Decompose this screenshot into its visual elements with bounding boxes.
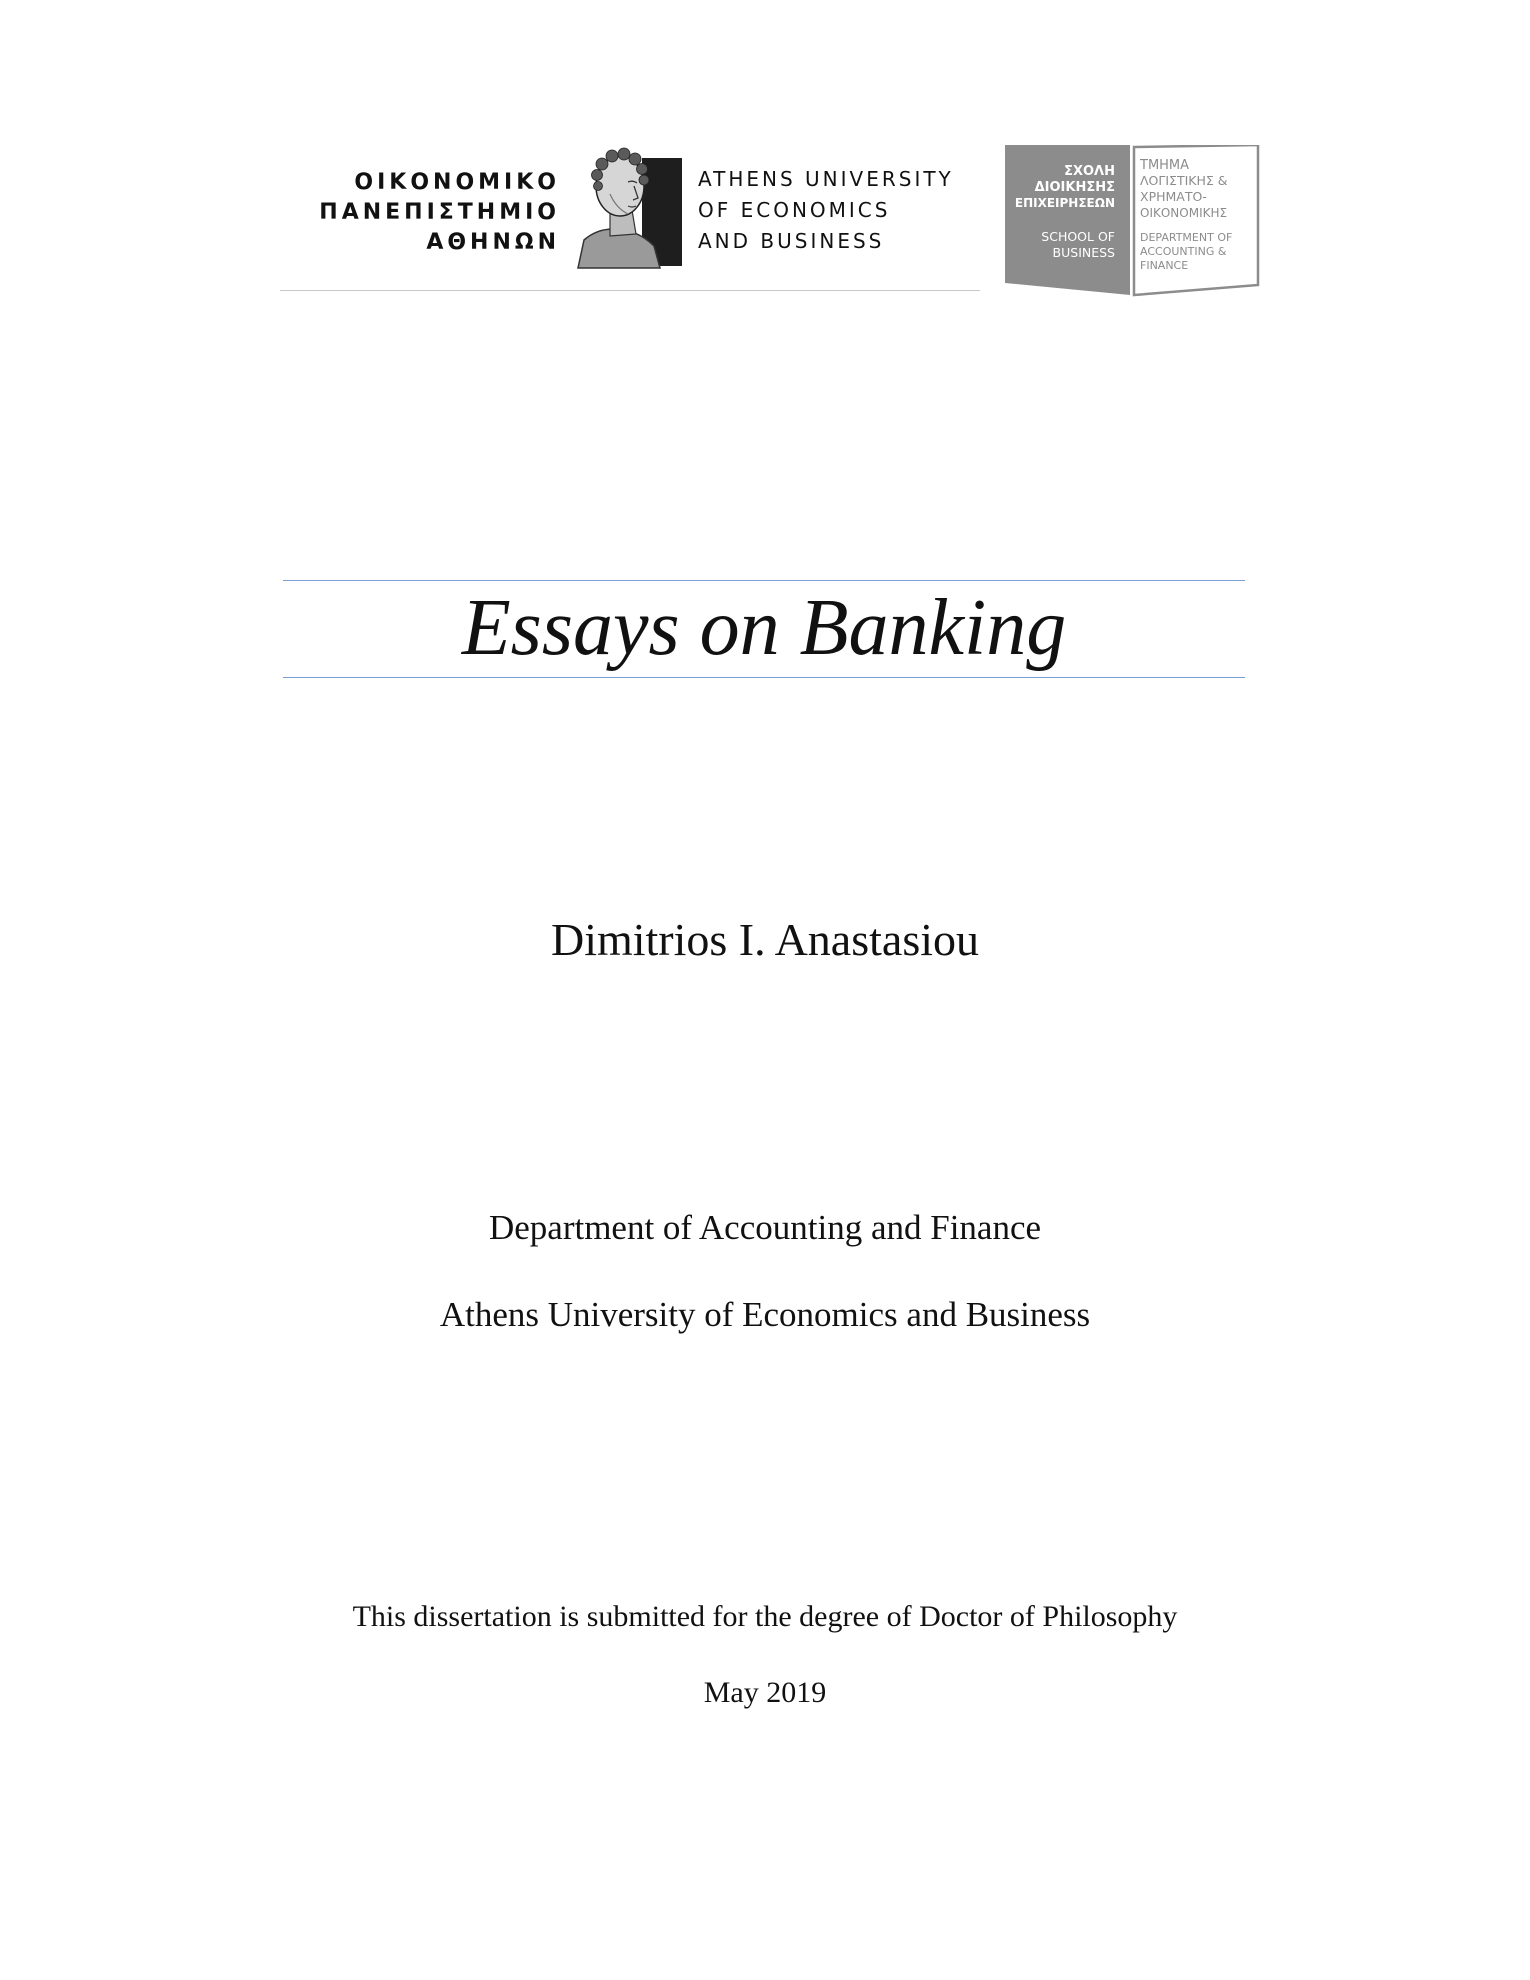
dept-badge-line-1: ΤΜΗΜΑ <box>1140 158 1190 173</box>
dept-badge-line-5: DEPARTMENT OF <box>1140 231 1233 244</box>
school-badge-line-3: ΕΠΙΧΕΙΡΗΣΕΩΝ <box>1014 196 1115 210</box>
aueb-greek-name <box>290 168 560 258</box>
aueb-english-name <box>698 164 954 257</box>
dept-badge-line-4: ΟΙΚΟΝΟΜΙΚΗΣ <box>1140 206 1228 220</box>
school-badge-line-2: ΔΙΟΙΚΗΣΗΣ <box>1034 180 1115 195</box>
logo-underline <box>280 290 980 291</box>
hermes-bust-icon <box>570 140 685 270</box>
title-block <box>283 580 1245 678</box>
school-badge-line-1: ΣΧΟΛΗ <box>1064 164 1115 179</box>
school-of-business-badge <box>1005 145 1130 295</box>
dept-badge-line-7: FINANCE <box>1140 259 1189 272</box>
dept-badge-line-6: ACCOUNTING & <box>1140 245 1227 258</box>
dept-badge-line-3: ΧΡΗΜΑΤΟ- <box>1140 189 1207 204</box>
document-title: Essays on Banking <box>461 584 1067 672</box>
aueb-logo <box>280 140 980 295</box>
aueb-greek-line-3: ΑΘΗΝΩΝ <box>426 230 560 255</box>
aueb-greek-line-2: ΠΑΝΕΠΙΣΤΗΜΙΟ <box>319 200 560 225</box>
title-rule-top <box>283 580 1245 581</box>
title-rule-bottom <box>283 677 1245 678</box>
aueb-english-line-2: OF ECONOMICS <box>698 198 891 222</box>
header-logos <box>280 140 1260 310</box>
school-badge-line-5: BUSINESS <box>1052 245 1115 260</box>
aueb-english-line-3: AND BUSINESS <box>698 229 885 253</box>
aueb-english-line-1: ATHENS UNIVERSITY <box>698 167 954 191</box>
author-name: Dimitrios I. Anastasiou <box>550 914 980 965</box>
school-badge-line-4: SCHOOL OF <box>1041 229 1115 244</box>
university-name: Athens University of Economics and Business <box>439 1295 1091 1334</box>
aueb-greek-line-1: ΟΙΚΟΝΟΜΙΚΟ <box>354 170 560 195</box>
department-name: Department of Accounting and Finance <box>488 1208 1042 1247</box>
submission-date: May 2019 <box>703 1676 827 1709</box>
degree-statement: This dissertation is submitted for the degree of Doctor of Philosophy <box>352 1600 1178 1633</box>
department-badge <box>1132 145 1260 297</box>
dept-badge-line-2: ΛΟΓΙΣΤΙΚΗΣ & <box>1140 173 1228 188</box>
